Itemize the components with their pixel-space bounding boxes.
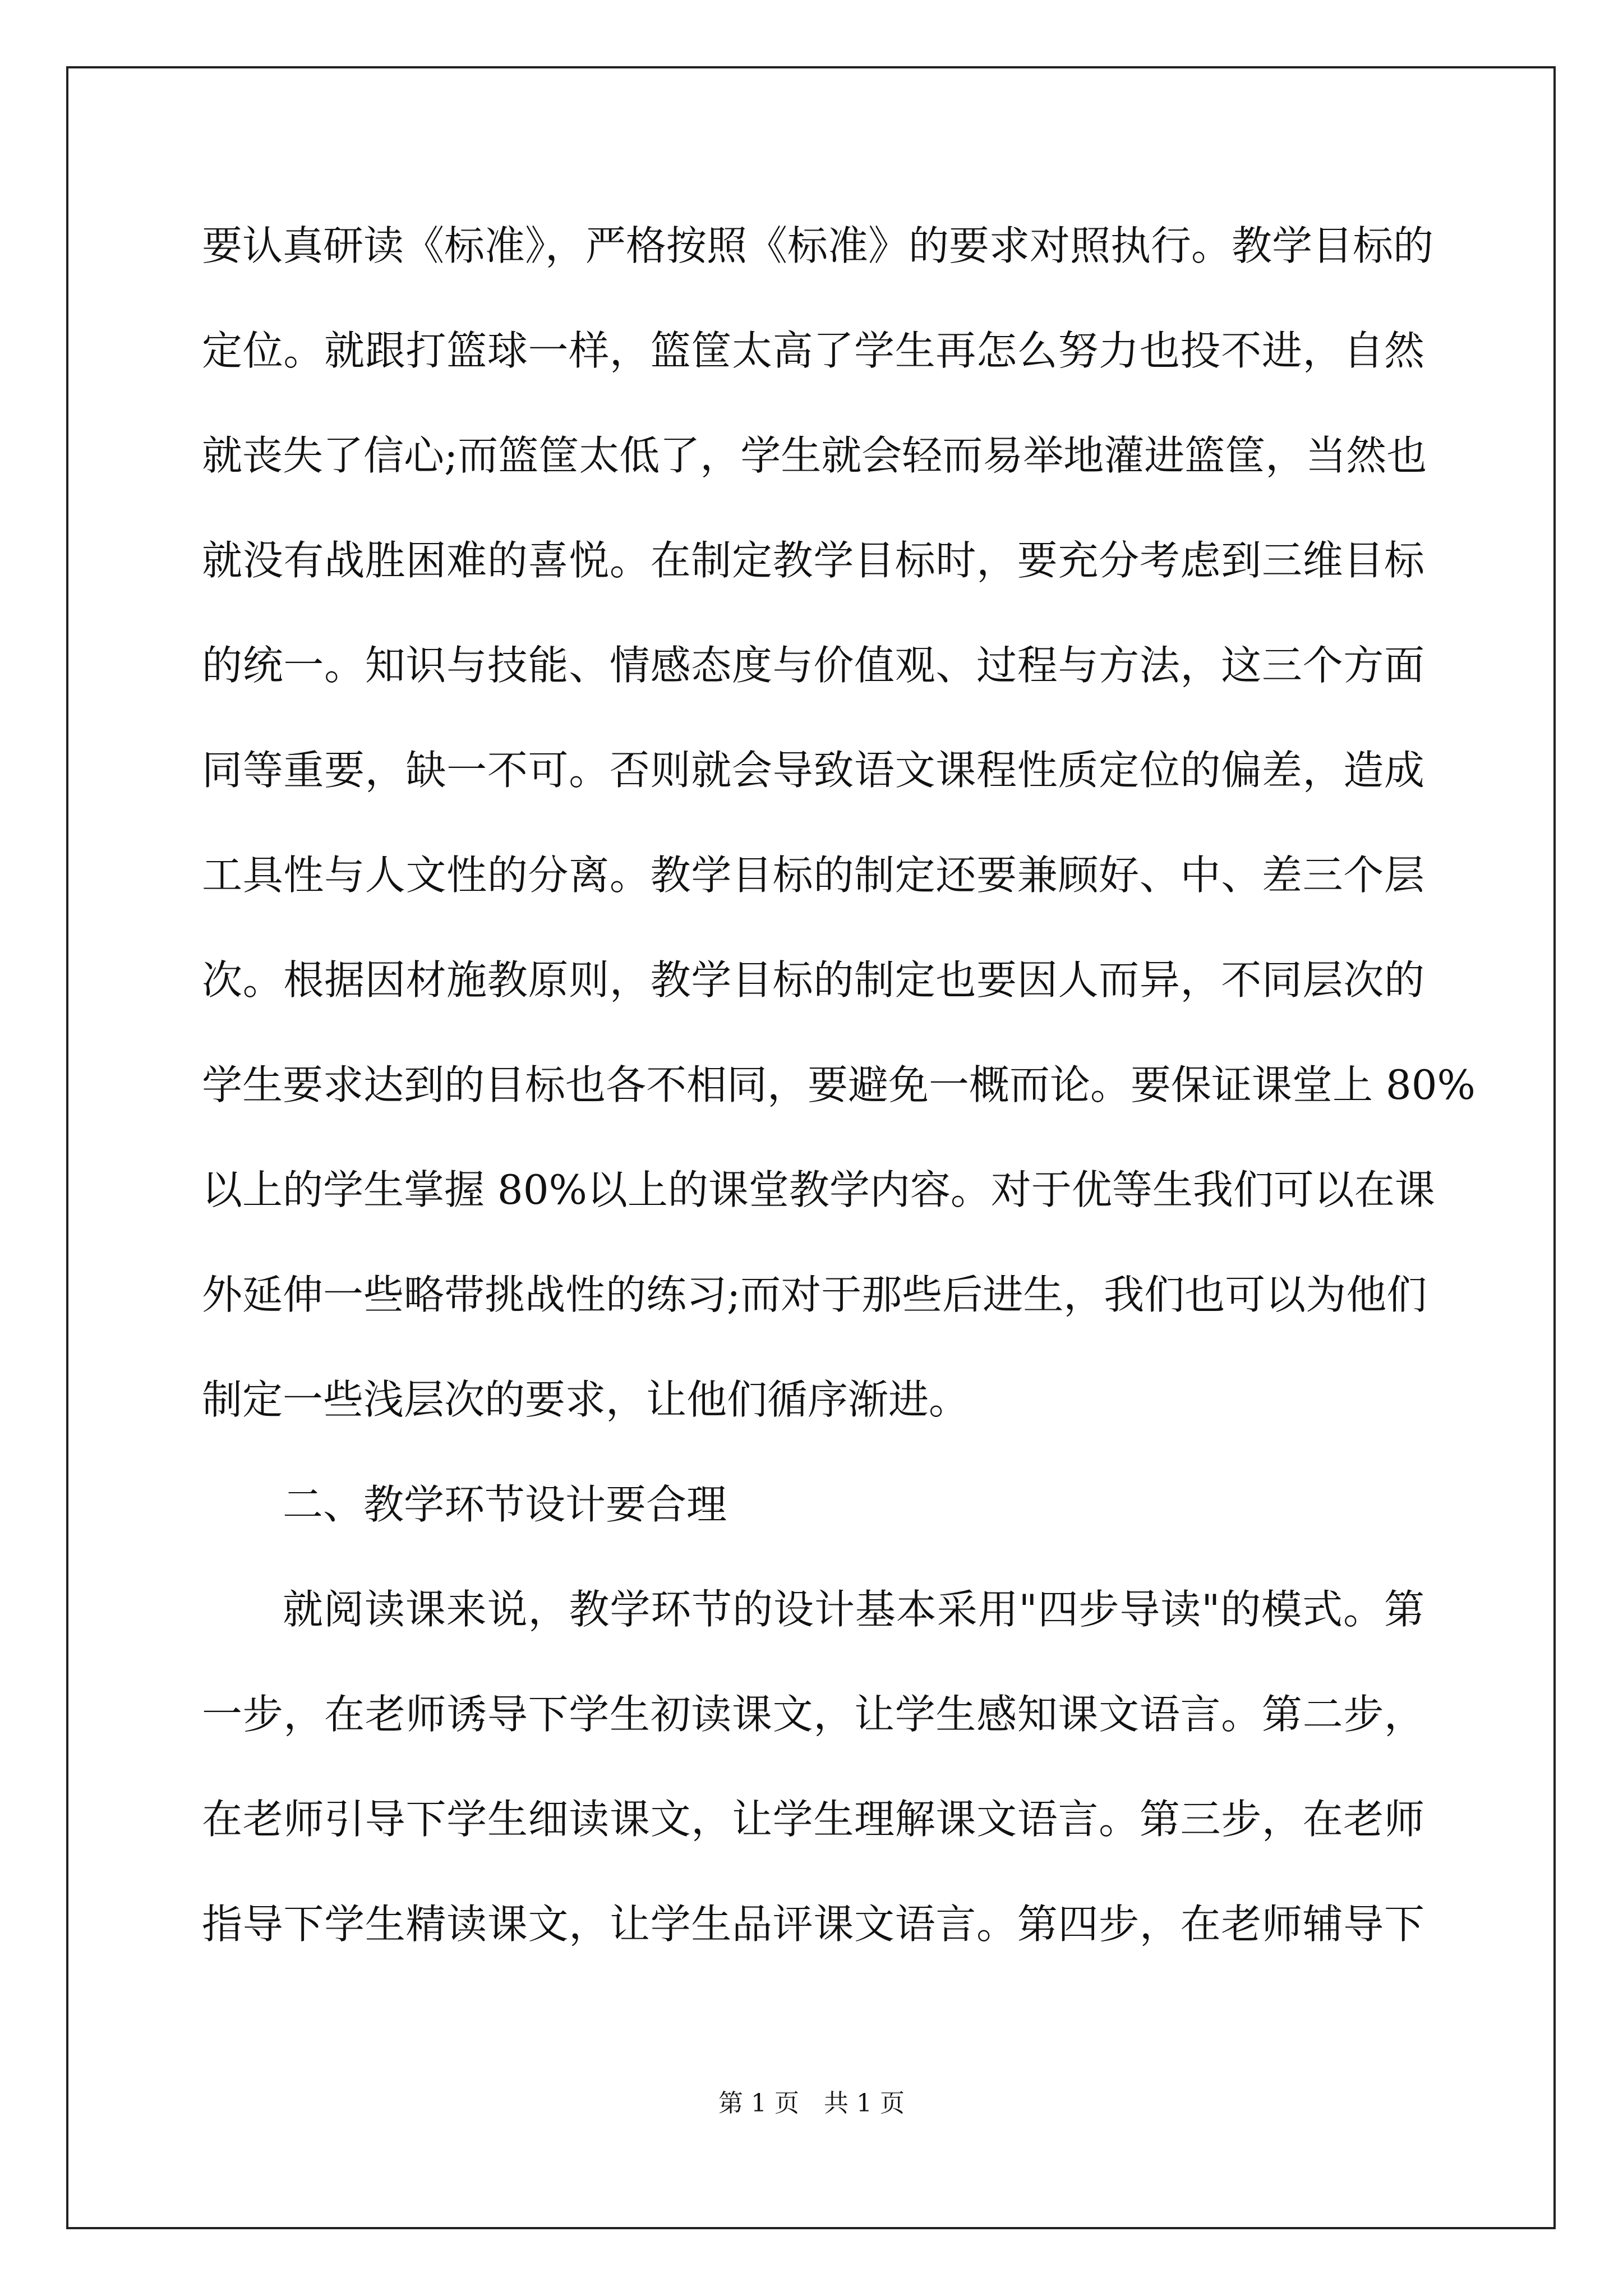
text-line: 就阅读课来说，教学环节的设计基本采用"四步导读"的模式。第: [283, 1586, 1424, 1633]
section-heading: 二、教学环节设计要合理: [283, 1481, 727, 1528]
text-line: 以上的学生掌握 80%以上的课堂教学内容。对于优等生我们可以在课: [202, 1166, 1435, 1213]
text-line: 的统一。知识与技能、情感态度与价值观、过程与方法，这三个方面: [202, 642, 1424, 689]
text-line: 工具性与人文性的分离。教学目标的制定还要兼顾好、中、差三个层: [202, 852, 1424, 899]
text-line: 同等重要，缺一不可。否则就会导致语文课程性质定位的偏差，造成: [202, 747, 1424, 794]
text-line: 要认真研读《标准》，严格按照《标准》的要求对照执行。教学目标的: [202, 222, 1434, 269]
document-body: [202, 218, 1476, 2001]
page-footer: 第 1 页 共 1 页: [718, 2089, 905, 2118]
text-line: 就没有战胜困难的喜悦。在制定教学目标时，要充分考虑到三维目标: [202, 537, 1424, 584]
text-line: 就丧失了信心;而篮筐太低了，学生就会轻而易举地灌进篮筐，当然也: [202, 432, 1427, 479]
text-line: 定位。就跟打篮球一样，篮筐太高了学生再怎么努力也投不进，自然: [202, 327, 1424, 374]
text-line: 在老师引导下学生细读课文，让学生理解课文语言。第三步，在老师: [202, 1796, 1424, 1843]
text-line: 学生要求达到的目标也各不相同，要避免一概而论。要保证课堂上 80%: [202, 1061, 1476, 1108]
text-line: 一步，在老师诱导下学生初读课文，让学生感知课文语言。第二步，: [202, 1691, 1424, 1738]
text-line: 制定一些浅层次的要求，让他们循序渐进。: [202, 1376, 970, 1423]
text-line: 指导下学生精读课文，让学生品评课文语言。第四步，在老师辅导下: [202, 1901, 1424, 1948]
text-line: 次。根据因材施教原则，教学目标的制定也要因人而异，不同层次的: [202, 956, 1424, 1004]
text-line: 外延伸一些略带挑战性的练习;而对于那些后进生，我们也可以为他们: [202, 1271, 1427, 1318]
